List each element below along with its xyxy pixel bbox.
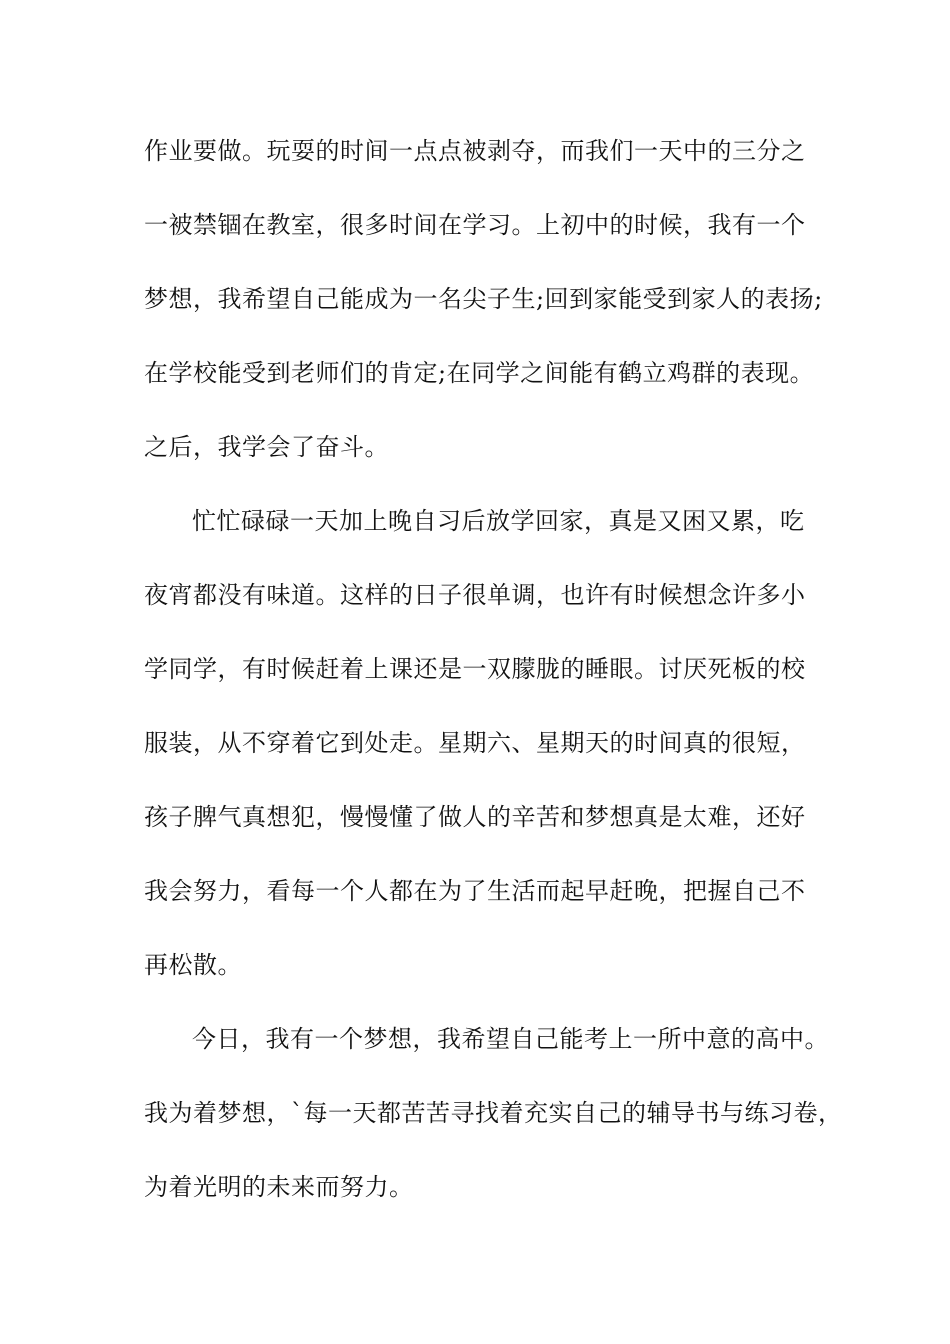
text-line: 再松散。 (144, 951, 242, 979)
text-line: 梦想，我希望自己能成为一名尖子生;回到家能受到家人的表扬; (144, 285, 823, 313)
text-line: 孩子脾气真想犯，慢慢懂了做人的辛苦和梦想真是太难，还好 (144, 803, 806, 831)
text-line: 服装，从不穿着它到处走。星期六、星期天的时间真的很短， (144, 729, 806, 757)
text-line: 我会努力，看每一个人都在为了生活而起早赶晚，把握自己不 (144, 877, 806, 905)
paragraph-start-line: 忙忙碌碌一天加上晚自习后放学回家，真是又困又累，吃 (192, 507, 805, 535)
text-line: 作业要做。玩耍的时间一点点被剥夺，而我们一天中的三分之 (144, 137, 806, 165)
document-body (144, 121, 843, 1231)
text-line: 之后，我学会了奋斗。 (144, 433, 389, 461)
paragraph-start-line: 今日，我有一个梦想，我希望自己能考上一所中意的高中。 (192, 1025, 829, 1053)
text-line: 在学校能受到老师们的肯定;在同学之间能有鹤立鸡群的表现。 (144, 359, 815, 387)
text-line: 学同学，有时候赶着上课还是一双朦胧的睡眼。讨厌死板的校 (144, 655, 806, 683)
text-line: 我为着梦想，`每一天都苦苦寻找着充实自己的辅导书与练习卷， (144, 1099, 843, 1127)
text-line: 夜宵都没有味道。这样的日子很单调，也许有时候想念许多小 (144, 581, 806, 609)
text-line: 一被禁锢在教室，很多时间在学习。上初中的时候，我有一个 (144, 211, 806, 239)
text-line: 为着光明的未来而努力。 (144, 1173, 414, 1201)
